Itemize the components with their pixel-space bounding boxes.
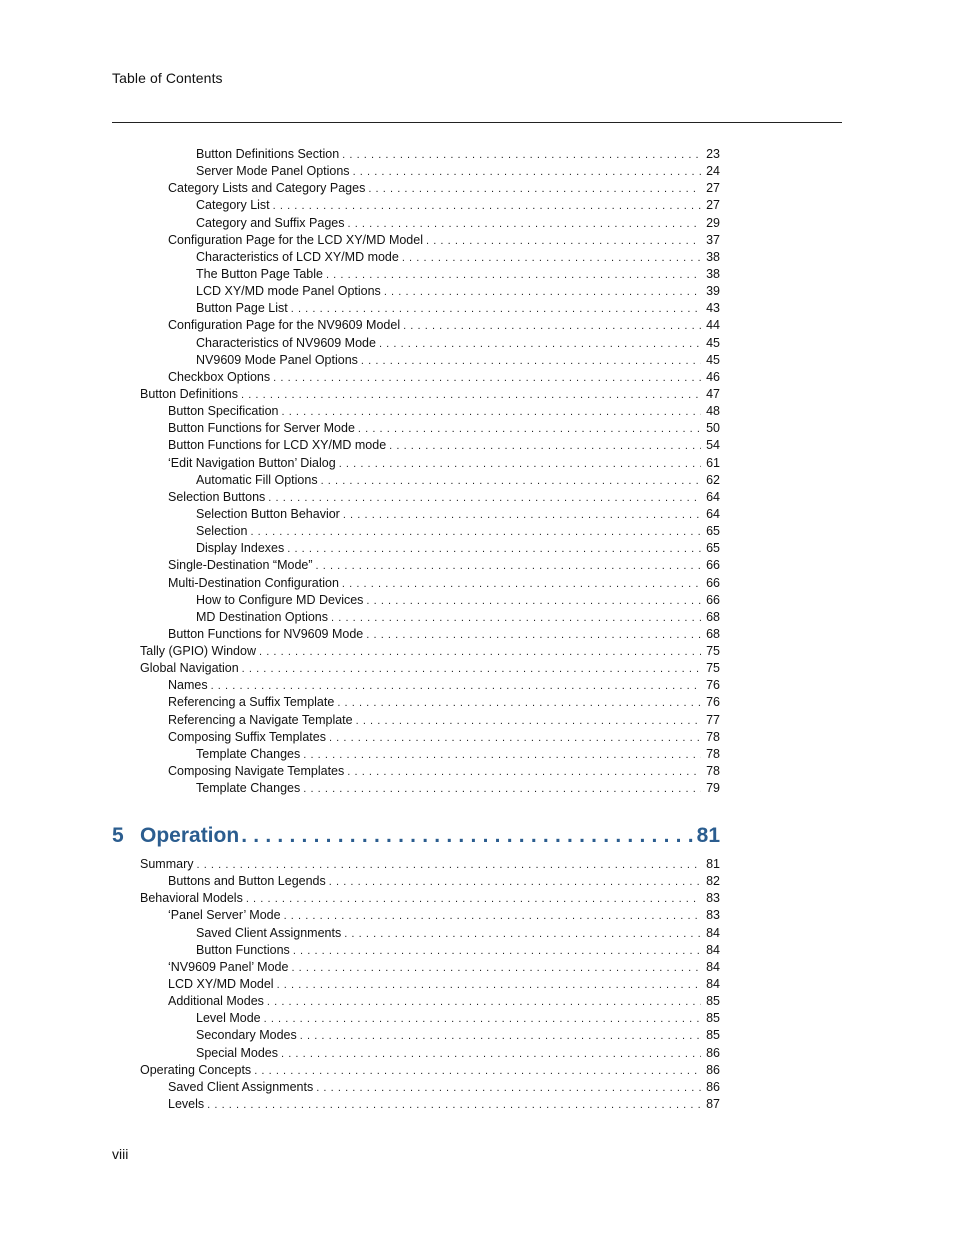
toc-entry-label: Characteristics of LCD XY/MD mode xyxy=(196,249,399,264)
toc-entry-label: NV9609 Mode Panel Options xyxy=(196,352,358,367)
dot-leader xyxy=(273,370,701,387)
dot-leader xyxy=(277,977,701,994)
toc-entry-label: LCD XY/MD Model xyxy=(168,976,274,991)
header-rule xyxy=(112,122,842,123)
toc-entry[interactable] xyxy=(168,959,720,976)
toc-entry-page-number: 44 xyxy=(706,318,720,333)
dot-leader xyxy=(242,661,701,678)
folio-page-number: viii xyxy=(112,1146,129,1162)
toc-entry[interactable] xyxy=(196,352,720,369)
toc-entry-page-number: 47 xyxy=(706,386,720,401)
toc-entry[interactable] xyxy=(196,942,720,959)
toc-entry[interactable] xyxy=(196,1027,720,1044)
dot-leader xyxy=(300,1028,701,1045)
dot-leader xyxy=(284,908,701,925)
toc-entry-label: Referencing a Suffix Template xyxy=(168,695,335,710)
toc-entry-label: Composing Suffix Templates xyxy=(168,729,326,744)
toc-entry[interactable] xyxy=(168,712,720,729)
dot-leader xyxy=(303,781,701,798)
toc-entry[interactable] xyxy=(168,317,720,334)
toc-entry-label: Selection xyxy=(196,524,248,539)
toc-entry[interactable] xyxy=(168,557,720,574)
toc-entry[interactable] xyxy=(196,249,720,266)
toc-entry-page-number: 76 xyxy=(706,695,720,710)
toc-entry-page-number: 77 xyxy=(706,712,720,727)
toc-entry-label: Display Indexes xyxy=(196,541,285,556)
dot-leader xyxy=(321,473,701,490)
toc-entry-page-number: 87 xyxy=(706,1096,720,1111)
toc-entry-label: Template Changes xyxy=(196,746,301,761)
toc-entry-label: Button Page List xyxy=(196,301,288,316)
dot-leader xyxy=(379,336,701,353)
toc-entry[interactable] xyxy=(196,523,720,540)
toc-entry-page-number: 27 xyxy=(706,198,720,213)
toc-entry-page-number: 39 xyxy=(706,284,720,299)
toc-entry-page-number: 43 xyxy=(706,301,720,316)
toc-entry[interactable] xyxy=(196,266,720,283)
toc-entry[interactable] xyxy=(196,197,720,214)
toc-entry-page-number: 65 xyxy=(706,541,720,556)
toc-entry-label: Composing Navigate Templates xyxy=(168,764,345,779)
toc-entry-label: MD Destination Options xyxy=(196,609,329,624)
toc-entry[interactable] xyxy=(168,232,720,249)
toc-entry[interactable] xyxy=(196,592,720,609)
dot-leader xyxy=(361,353,701,370)
dot-leader xyxy=(403,318,701,335)
toc-entry[interactable] xyxy=(168,993,720,1010)
dot-leader xyxy=(344,926,701,943)
dot-leader xyxy=(339,456,701,473)
toc-entry-page-number: 76 xyxy=(706,678,720,693)
toc-entry-label: Category Lists and Category Pages xyxy=(168,181,366,196)
toc-entry-page-number: 85 xyxy=(706,994,720,1009)
toc-entry-page-number: 86 xyxy=(706,1045,720,1060)
toc-entry-page-number: 75 xyxy=(706,644,720,659)
dot-leader xyxy=(342,576,701,593)
dot-leader xyxy=(287,541,701,558)
toc-entry-label: Selection Button Behavior xyxy=(196,506,340,521)
toc-entry-page-number: 46 xyxy=(706,369,720,384)
toc-entry-label: Summary xyxy=(140,857,194,871)
toc-entry[interactable] xyxy=(196,1045,720,1062)
toc-entry[interactable] xyxy=(196,146,720,163)
dot-leader xyxy=(366,593,701,610)
toc-entry[interactable] xyxy=(168,575,720,592)
toc-entry-label: Multi-Destination Configuration xyxy=(168,575,339,590)
toc-entry[interactable] xyxy=(196,472,720,489)
toc-entry[interactable] xyxy=(140,643,720,660)
toc-entry-page-number: 84 xyxy=(706,925,720,940)
toc-entry-label: ‘Edit Navigation Button’ Dialog xyxy=(168,455,336,470)
toc-entry[interactable] xyxy=(140,890,720,907)
toc-entry[interactable] xyxy=(140,856,720,873)
dot-leader xyxy=(316,1080,701,1097)
toc-entry-page-number: 83 xyxy=(706,908,720,923)
toc-entry[interactable] xyxy=(168,455,720,472)
dot-leader xyxy=(268,490,701,507)
toc-entry-page-number: 62 xyxy=(706,472,720,487)
dot-leader xyxy=(389,438,701,455)
toc-entry-label: Buttons and Button Legends xyxy=(168,874,326,889)
toc-entry-label: Server Mode Panel Options xyxy=(196,164,350,179)
toc-entry-page-number: 85 xyxy=(706,1011,720,1026)
dot-leader xyxy=(331,610,701,627)
toc-entry[interactable] xyxy=(196,163,720,180)
toc-entry-page-number: 50 xyxy=(706,421,720,436)
dot-leader xyxy=(250,524,701,541)
dot-leader xyxy=(316,558,701,575)
toc-entry[interactable] xyxy=(196,746,720,763)
toc-entry-label: Secondary Modes xyxy=(196,1028,297,1043)
toc-entry-page-number: 84 xyxy=(706,959,720,974)
dot-leader xyxy=(241,387,701,404)
toc-entry-page-number: 38 xyxy=(706,249,720,264)
toc-entry-page-number: 29 xyxy=(706,215,720,230)
toc-entry-page-number: 81 xyxy=(706,857,720,871)
running-header: Table of Contents xyxy=(112,70,223,86)
toc-entry-page-number: 78 xyxy=(706,746,720,761)
dot-leader xyxy=(281,1046,701,1063)
toc-entry[interactable] xyxy=(168,1096,720,1113)
toc-entry[interactable] xyxy=(168,420,720,437)
toc-entry-page-number: 64 xyxy=(706,506,720,521)
toc-entry-label: Special Modes xyxy=(196,1045,278,1060)
dot-leader xyxy=(282,404,702,421)
dot-leader xyxy=(259,644,701,661)
toc-entry-page-number: 38 xyxy=(706,266,720,281)
chapter-title: Operation xyxy=(140,824,240,847)
dot-leader xyxy=(353,164,701,181)
toc-entry[interactable] xyxy=(168,489,720,506)
toc-entry-page-number: 79 xyxy=(706,781,720,796)
toc-entry[interactable] xyxy=(168,1079,720,1096)
toc-entry-label: How to Configure MD Devices xyxy=(196,592,364,607)
dot-leader xyxy=(267,994,701,1011)
toc-entry-label: Button Definitions Section xyxy=(196,147,340,161)
toc-entry-page-number: 84 xyxy=(706,942,720,957)
toc-entry-label: ‘NV9609 Panel’ Mode xyxy=(168,959,289,974)
toc-entry-page-number: 64 xyxy=(706,489,720,504)
chapter-heading[interactable] xyxy=(112,824,720,852)
dot-leader xyxy=(254,1063,701,1080)
toc-entry[interactable] xyxy=(196,335,720,352)
dot-leader xyxy=(264,1011,701,1028)
toc-entry-page-number: 78 xyxy=(706,764,720,779)
toc-entry-page-number: 85 xyxy=(706,1028,720,1043)
toc-entry-page-number: 66 xyxy=(706,592,720,607)
toc-entry-label: Names xyxy=(168,678,208,693)
toc-entry[interactable] xyxy=(140,660,720,677)
toc-entry[interactable] xyxy=(168,729,720,746)
dot-leader xyxy=(329,730,701,747)
toc-entry-page-number: 86 xyxy=(706,1079,720,1094)
toc-entry[interactable] xyxy=(196,540,720,557)
toc-entry[interactable] xyxy=(196,609,720,626)
toc-entry-page-number: 23 xyxy=(706,147,720,161)
toc-entry[interactable] xyxy=(168,694,720,711)
dot-leader xyxy=(337,695,701,712)
toc-entry-label: Selection Buttons xyxy=(168,489,266,504)
toc-entry[interactable] xyxy=(196,1010,720,1027)
toc-entry-page-number: 27 xyxy=(706,181,720,196)
toc-entry-label: Tally (GPIO) Window xyxy=(140,644,256,659)
toc-entry[interactable] xyxy=(168,626,720,643)
toc-entry-label: Characteristics of NV9609 Mode xyxy=(196,335,376,350)
toc-entry-label: Checkbox Options xyxy=(168,369,271,384)
toc-entry[interactable] xyxy=(140,386,720,403)
toc-entry-label: Button Functions for LCD XY/MD mode xyxy=(168,438,387,453)
toc-entry[interactable] xyxy=(196,780,720,797)
dot-leader xyxy=(356,713,701,730)
toc-entry-page-number: 37 xyxy=(706,232,720,247)
dot-leader xyxy=(291,301,701,318)
toc-entry-label: Button Functions xyxy=(196,942,290,957)
toc-entry[interactable] xyxy=(196,215,720,232)
toc-entry-page-number: 54 xyxy=(706,438,720,453)
toc-entry-page-number: 82 xyxy=(706,874,720,889)
toc-entry[interactable] xyxy=(168,976,720,993)
toc-entry-page-number: 48 xyxy=(706,404,720,419)
toc-entry-page-number: 45 xyxy=(706,352,720,367)
toc-entry[interactable] xyxy=(168,763,720,780)
dot-leader xyxy=(241,824,692,848)
dot-leader xyxy=(426,233,701,250)
toc-entry-page-number: 45 xyxy=(706,335,720,350)
toc-entry-page-number: 68 xyxy=(706,609,720,624)
dot-leader xyxy=(246,891,701,908)
toc-entry-label: Category and Suffix Pages xyxy=(196,215,345,230)
chapter-number: 5 xyxy=(112,824,124,847)
toc-entry[interactable] xyxy=(196,283,720,300)
dot-leader xyxy=(207,1097,701,1114)
toc-entry[interactable] xyxy=(168,677,720,694)
dot-leader xyxy=(343,507,701,524)
dot-leader xyxy=(347,764,701,781)
toc-entry-label: Button Functions for Server Mode xyxy=(168,421,355,436)
toc-entry-label: Operating Concepts xyxy=(140,1062,252,1077)
toc-entry[interactable] xyxy=(196,300,720,317)
dot-leader xyxy=(329,874,701,891)
toc-entry[interactable] xyxy=(168,403,720,420)
toc-entry-label: Global Navigation xyxy=(140,661,239,676)
toc-entry-page-number: 83 xyxy=(706,891,720,906)
toc-entry[interactable] xyxy=(196,506,720,523)
toc-entry-label: Levels xyxy=(168,1096,205,1111)
dot-leader xyxy=(384,284,701,301)
toc-entry-label: Configuration Page for the NV9609 Model xyxy=(168,318,401,333)
toc-entry-page-number: 68 xyxy=(706,626,720,641)
toc-entry-label: Category List xyxy=(196,198,270,213)
toc-entry-label: The Button Page Table xyxy=(196,266,323,281)
dot-leader xyxy=(358,421,701,438)
toc-entry-page-number: 75 xyxy=(706,661,720,676)
toc-entry[interactable] xyxy=(140,1062,720,1079)
dot-leader xyxy=(368,181,701,198)
toc-entry-label: Button Definitions xyxy=(140,386,238,401)
dot-leader xyxy=(291,960,701,977)
toc-entry-label: ‘Panel Server’ Mode xyxy=(168,908,281,923)
toc-entry-page-number: 78 xyxy=(706,729,720,744)
toc-entry[interactable] xyxy=(168,437,720,454)
toc-entry-label: Single-Destination “Mode” xyxy=(168,558,313,573)
dot-leader xyxy=(273,198,701,215)
toc-entry-label: Additional Modes xyxy=(168,994,264,1009)
dot-leader xyxy=(326,267,701,284)
dot-leader xyxy=(342,147,701,164)
toc-entry[interactable] xyxy=(168,180,720,197)
toc-entry-label: LCD XY/MD mode Panel Options xyxy=(196,284,381,299)
toc-entry-label: Button Functions for NV9609 Mode xyxy=(168,626,364,641)
toc-entry-page-number: 66 xyxy=(706,575,720,590)
dot-leader xyxy=(211,678,701,695)
toc-entry-page-number: 61 xyxy=(706,455,720,470)
toc-entry[interactable] xyxy=(196,925,720,942)
toc-entry-label: Saved Client Assignments xyxy=(196,925,342,940)
toc-entry-label: Button Specification xyxy=(168,404,279,419)
toc-entry-label: Behavioral Models xyxy=(140,891,243,906)
toc-entry-page-number: 24 xyxy=(706,164,720,179)
toc-entry-label: Referencing a Navigate Template xyxy=(168,712,353,727)
toc-entry[interactable] xyxy=(168,873,720,890)
toc-entry[interactable] xyxy=(168,369,720,386)
toc-entry-page-number: 65 xyxy=(706,524,720,539)
toc-entry-label: Saved Client Assignments xyxy=(168,1079,314,1094)
dot-leader xyxy=(196,857,701,874)
toc-entry-label: Template Changes xyxy=(196,781,301,796)
dot-leader xyxy=(366,627,701,644)
dot-leader xyxy=(402,250,701,267)
toc-entry[interactable] xyxy=(168,907,720,924)
chapter-page-number: 81 xyxy=(696,824,720,847)
dot-leader xyxy=(293,943,701,960)
toc-entry-page-number: 66 xyxy=(706,558,720,573)
toc-entry-page-number: 86 xyxy=(706,1062,720,1077)
dot-leader xyxy=(303,747,701,764)
toc-entry-label: Automatic Fill Options xyxy=(196,472,318,487)
toc-entry-page-number: 84 xyxy=(706,976,720,991)
dot-leader xyxy=(347,216,701,233)
toc-entry-label: Level Mode xyxy=(196,1011,261,1026)
toc-entry-label: Configuration Page for the LCD XY/MD Model xyxy=(168,232,423,247)
